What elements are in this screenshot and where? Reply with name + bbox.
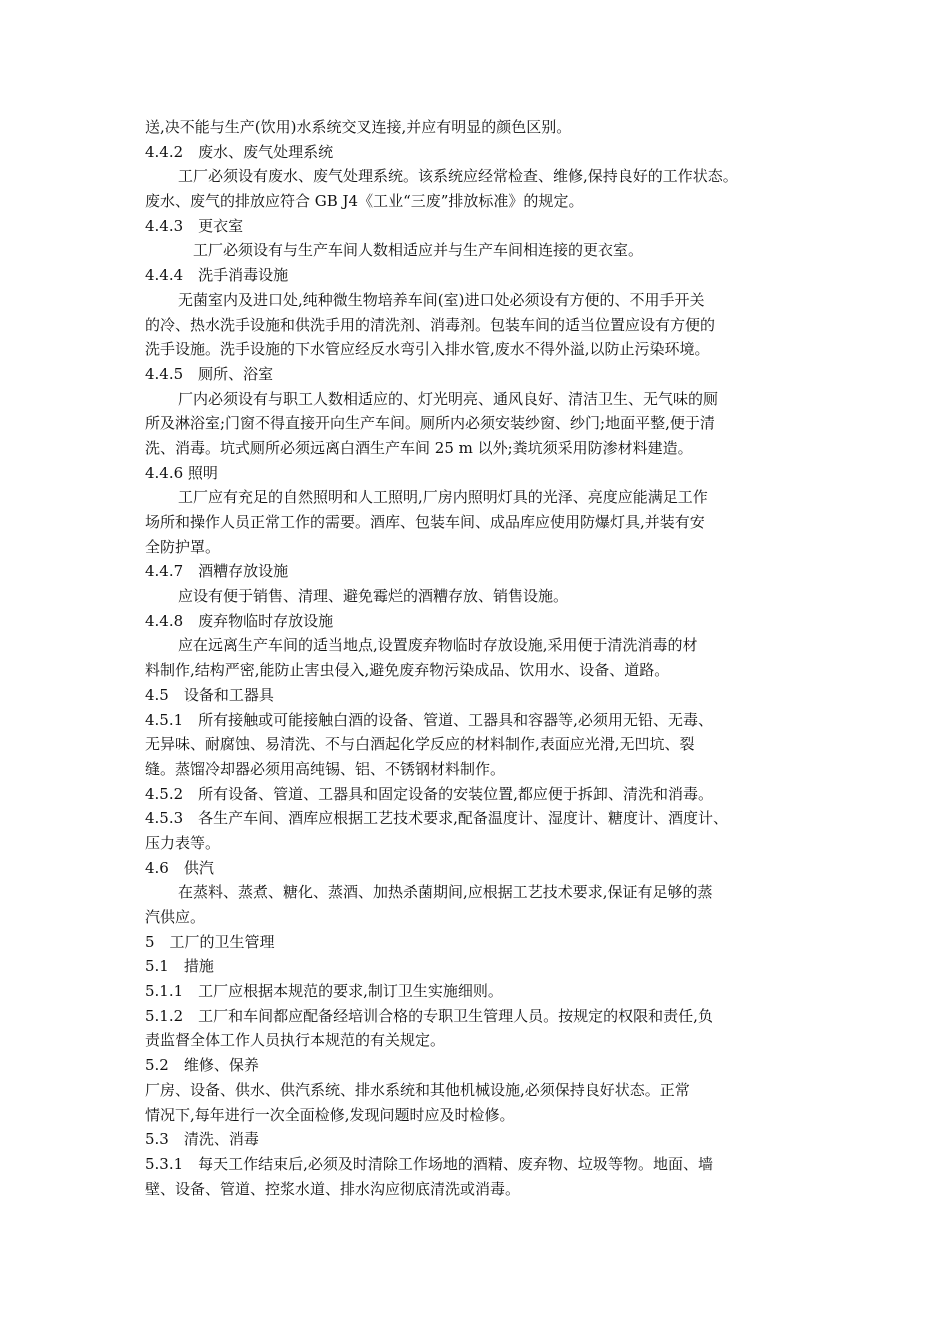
text-line: 在蒸料、蒸煮、糖化、蒸酒、加热杀菌期间,应根据工艺技术要求,保证有足够的蒸 bbox=[178, 883, 713, 902]
text-line: 送,决不能与生产(饮用)水系统交叉连接,并应有明显的颜色区别。 bbox=[145, 118, 572, 136]
text-line: 厂房、设备、供水、供汽系统、排水系统和其他机械设施,必须保持良好状态。正常 bbox=[145, 1080, 690, 1099]
text-line: 壁、设备、管道、控浆水道、排水沟应彻底清洗或消毒。 bbox=[145, 1179, 521, 1198]
text-line: 工厂必须设有与生产车间人数相适应并与生产车间相连接的更衣室。 bbox=[193, 241, 644, 260]
text-line: 汽供应。 bbox=[145, 908, 206, 926]
text-line: 5.3 清洗、消毒 bbox=[145, 1130, 259, 1149]
text-line: 4.5 设备和工器具 bbox=[145, 685, 274, 704]
text-line: 的冷、热水洗手设施和供洗手用的清洗剂、消毒剂。包装车间的适当位置应设有方便的 bbox=[145, 315, 716, 334]
text-line: 4.4.8 废弃物临时存放设施 bbox=[145, 611, 334, 630]
text-line: 厂内必须设有与职工人数相适应的、灯光明亮、通风良好、清洁卫生、无气味的厕 bbox=[178, 389, 719, 408]
text-line: 4.4.5 厕所、浴室 bbox=[145, 364, 274, 383]
text-line: 5.1 措施 bbox=[145, 957, 214, 976]
text-line: 责监督全体工作人员执行本规范的有关规定。 bbox=[145, 1031, 446, 1050]
text-line: 情况下,每年进行一次全面检修,发现问题时应及时检修。 bbox=[145, 1105, 515, 1124]
text-line: 4.4.7 酒糟存放设施 bbox=[145, 562, 289, 581]
text-line: 废水、废气的排放应符合 GB J4《工业“三废”排放标准》的规定。 bbox=[145, 192, 584, 211]
text-line: 无菌室内及进口处,纯种微生物培养车间(室)进口处必须设有方便的、不用手开关 bbox=[178, 290, 705, 309]
text-line: 压力表等。 bbox=[145, 833, 221, 852]
text-line: 5.1.2 工厂和车间都应配备经培训合格的专职卫生管理人员。按规定的权限和责任,负 bbox=[145, 1006, 713, 1025]
text-line: 料制作,结构严密,能防止害虫侵入,避免废弃物污染成品、饮用水、设备、道路。 bbox=[145, 661, 670, 680]
text-line: 缝。蒸馏冷却器必须用高纯锡、铝、不锈钢材料制作。 bbox=[145, 759, 506, 778]
text-line: 洗、消毒。坑式厕所必须远离白酒生产车间 25 m 以外;粪坑须采用防渗材料建造。 bbox=[145, 438, 693, 457]
text-line: 应在远离生产车间的适当地点,设置废弃物临时存放设施,采用便于清洗消毒的材 bbox=[178, 636, 698, 655]
text-line: 5 工厂的卫生管理 bbox=[145, 932, 275, 951]
text-line: 全防护罩。 bbox=[145, 537, 221, 556]
text-line: 所及淋浴室;门窗不得直接开向生产车间。厕所内必须安装纱窗、纱门;地面平整,便于清 bbox=[145, 414, 715, 433]
text-line: 5.3.1 每天工作结束后,必须及时清除工作场地的酒精、废弃物、垃圾等物。地面、墙 bbox=[145, 1154, 713, 1173]
text-line: 5.2 维修、保养 bbox=[145, 1056, 259, 1075]
text-line: 应设有便于销售、清理、避免霉烂的酒糟存放、销售设施。 bbox=[178, 587, 569, 606]
text-line: 4.5.2 所有设备、管道、工器具和固定设备的安装位置,都应便于拆卸、清洗和消毒。 bbox=[145, 784, 713, 803]
text-line: 4.4.3 更衣室 bbox=[145, 216, 244, 235]
text-line: 4.4.6 照明 bbox=[145, 463, 218, 482]
text-line: 4.4.2 废水、废气处理系统 bbox=[145, 142, 334, 161]
text-line: 4.5.3 各生产车间、酒库应根据工艺技术要求,配备温度计、湿度计、糖度计、酒度计、 bbox=[145, 809, 728, 828]
text-line: 无异味、耐腐蚀、易清洗、不与白酒起化学反应的材料制作,表面应光滑,无凹坑、裂 bbox=[145, 735, 695, 754]
text-line: 工厂应有充足的自然照明和人工照明,厂房内照明灯具的光泽、亮度应能满足工作 bbox=[178, 488, 708, 507]
text-line: 5.1.1 工厂应根据本规范的要求,制订卫生实施细则。 bbox=[145, 982, 503, 1001]
text-line: 场所和操作人员正常工作的需要。酒库、包装车间、成品库应使用防爆灯具,并装有安 bbox=[145, 513, 705, 531]
text-line: 4.6 供汽 bbox=[145, 858, 214, 877]
text-line: 洗手设施。洗手设施的下水管应经反水弯引入排水管,废水不得外溢,以防止污染环境。 bbox=[145, 340, 710, 359]
text-line: 工厂必须设有废水、废气处理系统。该系统应经常检查、维修,保持良好的工作状态。 bbox=[178, 167, 738, 186]
document-body bbox=[145, 115, 805, 1201]
text-line: 4.4.4 洗手消毒设施 bbox=[145, 266, 289, 285]
text-line: 4.5.1 所有接触或可能接触白酒的设备、管道、工器具和容器等,必须用无铅、无毒、 bbox=[145, 710, 713, 729]
